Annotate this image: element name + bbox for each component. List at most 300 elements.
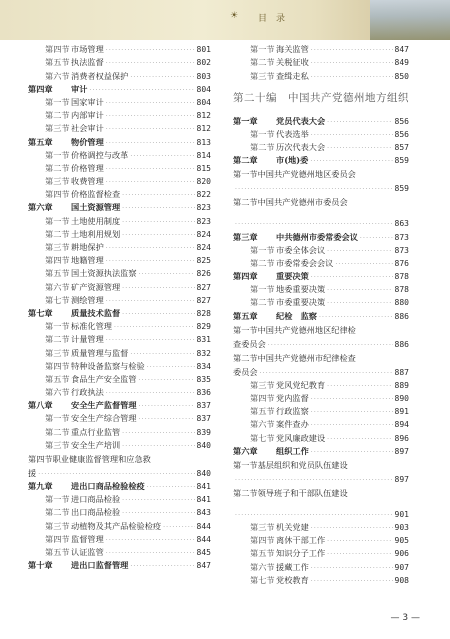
toc-entry-title: 海关监管 [276, 44, 309, 55]
toc-page-number: 845 [196, 547, 211, 557]
toc-entry-number: 第一节 [45, 149, 70, 160]
toc-entry-title: 委员会 [233, 366, 258, 377]
toc-page-number: 802 [196, 58, 211, 68]
toc-chapter-entry[interactable] [233, 114, 409, 127]
toc-entry-title: 市(地)委 [276, 155, 309, 166]
toc-section-entry[interactable] [28, 372, 211, 385]
toc-section-entry[interactable] [233, 42, 409, 55]
toc-leader-dots [147, 363, 195, 372]
toc-entry-title: 历次代表大会 [276, 142, 326, 153]
toc-right-top-list [233, 42, 409, 82]
toc-chapter-entry[interactable] [233, 308, 409, 321]
toc-entry-number: 第一章 [233, 115, 258, 126]
toc-section-entry[interactable] [28, 187, 211, 200]
toc-page-number: 840 [196, 468, 211, 478]
toc-leader-dots [106, 257, 195, 266]
toc-page-number: 889 [394, 380, 409, 390]
toc-page-number: 823 [196, 216, 211, 226]
toc-page-number: 841 [196, 482, 211, 491]
toc-page-number: 878 [394, 285, 409, 295]
toc-section-entry[interactable] [233, 243, 409, 256]
toc-entry-title: 进出口监督管理 [71, 560, 129, 571]
toc-page-number: 901 [394, 509, 409, 519]
toc-section-entry[interactable] [233, 166, 409, 180]
toc-section-entry[interactable] [233, 430, 409, 443]
toc-chapter-entry[interactable] [28, 398, 211, 411]
toc-section-entry[interactable] [28, 424, 211, 437]
toc-section-entry[interactable] [233, 55, 409, 68]
toc-page-number: 832 [196, 348, 211, 358]
toc-page-number: 856 [394, 129, 409, 139]
toc-entry-number: 第七节 [45, 294, 70, 305]
toc-entry-number: 第一节 [45, 413, 70, 424]
toc-section-entry[interactable] [233, 336, 409, 350]
toc-leader-dots [360, 234, 393, 243]
toc-entry-number: 第一节 [45, 321, 70, 332]
toc-leader-dots [106, 46, 195, 55]
toc-entry-title: 质量管理与监督 [71, 347, 129, 358]
toc-page-number: 878 [394, 272, 409, 282]
toc-page-number: 814 [196, 150, 211, 160]
toc-entry-number: 第一节 [250, 128, 275, 139]
toc-entry-number: 第十章 [28, 560, 53, 571]
toc-entry-number: 第三节 [250, 521, 275, 532]
toc-section-entry[interactable] [28, 266, 211, 279]
page-number: — 3 — [390, 613, 420, 623]
toc-entry-title: 价格监督检查 [71, 189, 121, 200]
toc-page-number: 863 [394, 219, 409, 229]
toc-section-entry[interactable] [28, 293, 211, 306]
toc-chapter-entry[interactable] [28, 82, 211, 95]
toc-entry-title: 耕地保护 [71, 242, 104, 252]
toc-entry-title: 市委常委会会议 [276, 257, 334, 268]
toc-page-number: 839 [196, 427, 211, 437]
toc-entry-number: 第四节 [45, 44, 70, 55]
toc-entry-number: 第四章 [233, 271, 258, 282]
toc-entry-title: 基层组织和党员队伍建设 [257, 459, 348, 470]
toc-leader-dots [311, 448, 393, 457]
toc-entry-number: 第四节 [45, 255, 70, 266]
toc-entry-number: 第三章 [233, 231, 258, 242]
toc-leader-dots [311, 564, 393, 573]
toc-entry-title: 价格管理 [71, 162, 104, 173]
toc-page-number: 803 [196, 71, 211, 81]
toc-leader-dots [106, 165, 195, 174]
toc-entry-title: 中国共产党德州地区纪律检 [257, 324, 356, 335]
toc-chapter-entry[interactable] [233, 444, 409, 457]
toc-entry-number: 第五节 [45, 57, 70, 68]
toc-page-number: 886 [394, 339, 409, 349]
toc-entry-title: 纪检 监察 [276, 310, 317, 321]
toc-entry-title: 地籍管理 [71, 255, 104, 266]
toc-entry-title: 内部审计 [71, 110, 104, 121]
toc-section-entry[interactable] [233, 533, 409, 546]
toc-entry-number: 第五节 [45, 546, 70, 557]
toc-section-entry[interactable] [28, 279, 211, 292]
toc-leader-dots [122, 204, 194, 213]
toc-section-entry[interactable] [28, 148, 211, 161]
toc-entry-number: 第二节 [45, 228, 70, 239]
toc-chapter-entry[interactable] [233, 269, 409, 282]
toc-page-number: 812 [196, 111, 211, 121]
toc-entry-title: 党内监督 [276, 393, 309, 403]
toc-page-number: 843 [196, 508, 211, 518]
toc-page-number: 880 [394, 298, 409, 308]
toc-leader-dots [106, 139, 195, 148]
toc-page-number: 841 [196, 495, 211, 505]
toc-leader-dots [130, 350, 194, 359]
toc-leader-dots [310, 157, 392, 166]
toc-leader-dots [327, 286, 392, 295]
toc-leader-dots [327, 435, 392, 444]
toc-section-entry[interactable] [233, 471, 409, 485]
toc-entry-title: 关税征收 [276, 57, 309, 68]
toc-section-entry[interactable] [28, 532, 211, 545]
toc-entry-number: 第三节 [45, 123, 70, 134]
toc-chapter-entry[interactable] [28, 479, 211, 492]
toc-leader-dots [106, 178, 195, 187]
header-landscape-image [370, 0, 450, 40]
toc-entry-number: 第七章 [28, 307, 53, 318]
toc-entry-title: 查缉走私 [276, 70, 309, 81]
toc-leader-dots [268, 341, 393, 350]
toc-page-number: 907 [394, 562, 409, 572]
toc-entry-title: 社会审计 [71, 123, 104, 134]
toc-section-entry[interactable] [28, 505, 211, 518]
part-title: 第二十编 中国共产党德州地方组织 [233, 91, 409, 104]
toc-chapter-entry[interactable] [233, 229, 409, 242]
toc-entry-title: 党校教育 [276, 574, 309, 585]
toc-page-number: 903 [394, 522, 409, 532]
toc-leader-dots [311, 395, 393, 404]
toc-page-number: 827 [196, 295, 211, 305]
toc-section-entry[interactable] [233, 417, 409, 430]
toc-page-number: 825 [196, 256, 211, 266]
toc-section-entry[interactable] [28, 161, 211, 174]
toc-page-number: 873 [394, 232, 409, 242]
toc-entry-number: 第一节 [45, 494, 70, 505]
toc-leader-dots [327, 144, 392, 153]
toc-leader-dots [335, 260, 392, 269]
toc-leader-dots [327, 299, 392, 308]
toc-section-entry[interactable] [28, 438, 211, 451]
toc-entry-number: 第一节 [233, 324, 258, 335]
toc-page-number: 849 [394, 58, 409, 68]
toc-entry-title: 特种设备监察与检验 [71, 360, 145, 371]
toc-section-entry[interactable] [28, 108, 211, 121]
toc-page-number: 859 [394, 156, 409, 166]
toc-section-entry[interactable] [233, 140, 409, 153]
toc-entry-number: 第一节 [233, 169, 258, 180]
toc-leader-dots [130, 562, 194, 571]
toc-entry-title: 审计 [71, 83, 88, 94]
toc-entry-number: 第二节 [45, 426, 70, 437]
toc-leader-dots [106, 297, 195, 306]
toc-entry-title: 代表选举 [276, 128, 309, 139]
toc-entry-title: 动植物及其产品检验检疫 [71, 520, 162, 531]
toc-leader-dots [106, 549, 195, 558]
toc-entry-number: 第四节 [45, 189, 70, 200]
toc-page-number: 812 [196, 124, 211, 134]
toc-entry-title: 中国共产党德州市纪律检查 [257, 352, 356, 363]
toc-section-entry[interactable] [28, 492, 211, 505]
toc-entry-number: 第五章 [233, 310, 258, 321]
toc-chapter-entry[interactable] [28, 558, 211, 571]
toc-entry-number: 第六章 [233, 445, 258, 456]
toc-entry-title: 标准化管理 [71, 321, 112, 332]
toc-section-entry[interactable] [233, 546, 409, 559]
toc-page-number: 856 [394, 116, 409, 126]
toc-leader-dots [327, 550, 392, 559]
toc-page-number: 886 [394, 311, 409, 321]
toc-section-entry[interactable] [28, 68, 211, 81]
toc-leader-dots [311, 408, 393, 417]
toc-entry-number: 第二节 [250, 297, 275, 308]
toc-entry-number: 第三节 [45, 439, 70, 450]
toc-entry-title: 市场管理 [71, 44, 104, 55]
toc-entry-title: 机关党建 [276, 521, 309, 532]
toc-entry-title: 援 [28, 467, 37, 478]
toc-page-number: 857 [394, 143, 409, 153]
toc-section-entry[interactable] [28, 451, 211, 465]
toc-page-number: 804 [196, 84, 211, 94]
toc-entry-number: 第三节 [250, 70, 275, 81]
toc-leader-dots [311, 73, 393, 82]
toc-leader-dots [38, 470, 194, 479]
toc-leader-dots [147, 483, 195, 492]
toc-page-number: 835 [196, 374, 211, 384]
toc-entry-number: 第六节 [250, 419, 275, 430]
toc-section-entry[interactable] [28, 545, 211, 558]
toc-section-entry[interactable] [233, 391, 409, 404]
toc-leader-dots [122, 509, 194, 518]
toc-entry-number: 第一节 [250, 244, 275, 255]
toc-section-entry[interactable] [233, 485, 409, 499]
toc-entry-number: 第四章 [28, 83, 53, 94]
toc-page-number: 847 [394, 45, 409, 55]
toc-page-number: 820 [196, 177, 211, 187]
toc-section-entry[interactable] [28, 465, 211, 479]
toc-page-number: 836 [196, 388, 211, 398]
toc-entry-title: 土地使用制度 [71, 215, 121, 226]
toc-page-number: 834 [196, 361, 211, 371]
toc-section-entry[interactable] [233, 322, 409, 336]
toc-section-entry[interactable] [233, 573, 409, 586]
toc-leader-dots [235, 220, 393, 229]
toc-section-entry[interactable] [28, 359, 211, 372]
toc-section-entry[interactable] [28, 240, 211, 253]
toc-entry-title: 援藏工作 [276, 561, 309, 572]
toc-chapter-entry[interactable] [28, 306, 211, 319]
toc-page-number: 844 [196, 534, 211, 544]
toc-entry-number: 第二节 [250, 142, 275, 153]
toc-page-number: 859 [394, 184, 409, 194]
toc-leader-dots [311, 524, 393, 533]
toc-entry-number: 第五节 [250, 406, 275, 417]
toc-entry-title: 执法监督 [71, 57, 104, 68]
toc-leader-dots [327, 537, 392, 546]
toc-entry-title: 职业健康监督管理和应急救 [52, 453, 151, 464]
toc-page-number: 896 [394, 433, 409, 443]
toc-section-entry[interactable] [233, 350, 409, 364]
toc-section-entry[interactable] [233, 404, 409, 417]
toc-leader-dots [122, 191, 194, 200]
toc-entry-number: 第二节 [45, 110, 70, 121]
toc-entry-title: 进出口商品检验检疫 [71, 481, 145, 491]
toc-entry-number: 第二节 [250, 257, 275, 268]
toc-page-number: 844 [196, 521, 211, 531]
toc-page-number: 828 [196, 308, 211, 318]
toc-section-entry[interactable] [28, 345, 211, 358]
toc-leader-dots [122, 496, 194, 505]
toc-page-number: 823 [196, 203, 211, 213]
toc-page-number: 827 [196, 282, 211, 292]
toc-entry-title: 质量技术监督 [71, 307, 121, 318]
toc-section-entry[interactable] [233, 194, 409, 208]
toc-entry-title: 领导班子和干部队伍建设 [257, 487, 348, 498]
toc-entry-title: 认证监管 [71, 546, 104, 557]
toc-leader-dots [106, 59, 195, 68]
toc-page-number: 801 [196, 45, 211, 55]
toc-section-entry[interactable] [233, 520, 409, 533]
toc-page-number: 908 [394, 575, 409, 585]
toc-page-number: 826 [196, 269, 211, 279]
toc-right-bottom-list [233, 114, 409, 586]
toc-section-entry[interactable] [28, 411, 211, 424]
toc-section-entry[interactable] [233, 378, 409, 391]
toc-page-number: 829 [196, 322, 211, 332]
toc-leader-dots [235, 511, 393, 520]
toc-section-entry[interactable] [28, 42, 211, 55]
toc-leader-dots [311, 46, 393, 55]
toc-entry-number: 第七节 [250, 574, 275, 585]
toc-leader-dots [311, 577, 393, 586]
toc-entry-title: 重点行业监管 [71, 426, 121, 437]
toc-page-number: 847 [196, 561, 211, 571]
toc-section-entry[interactable] [28, 95, 211, 108]
toc-section-entry[interactable] [233, 256, 409, 269]
toc-section-entry[interactable] [233, 127, 409, 140]
toc-section-entry[interactable] [233, 559, 409, 572]
toc-leader-dots [139, 376, 195, 385]
toc-entry-title: 市委重要决策 [276, 297, 326, 308]
toc-section-entry[interactable] [28, 518, 211, 531]
toc-entry-number: 第六节 [45, 387, 70, 398]
toc-section-entry[interactable] [28, 332, 211, 345]
toc-page-number: 824 [196, 243, 211, 252]
toc-entry-title: 组织工作 [276, 445, 309, 456]
toc-entry-title: 价格调控与改革 [71, 149, 129, 160]
toc-right-column [233, 42, 409, 586]
toc-leader-dots [106, 125, 195, 134]
toc-entry-title: 安全生产综合管理 [71, 413, 137, 424]
toc-page-number: 897 [394, 474, 409, 484]
toc-chapter-entry[interactable] [233, 153, 409, 166]
toc-entry-title: 进口商品检验 [71, 494, 121, 505]
toc-chapter-entry[interactable] [28, 134, 211, 147]
toc-section-entry[interactable] [233, 180, 409, 194]
toc-entry-title: 中国共产党德州市委员会 [257, 197, 348, 208]
toc-entry-number: 第五节 [45, 373, 70, 384]
toc-page-number: 897 [394, 446, 409, 456]
toc-entry-number: 第一节 [45, 96, 70, 107]
toc-entry-number: 第三节 [45, 347, 70, 358]
toc-leader-dots [122, 218, 194, 227]
toc-leader-dots [122, 442, 194, 451]
toc-entry-title: 计量管理 [71, 334, 104, 345]
toc-entry-number: 第七节 [250, 432, 275, 443]
toc-entry-title: 行政执法 [71, 387, 104, 398]
toc-entry-title: 中国共产党德州地区委员会 [257, 169, 356, 180]
toc-leader-dots [89, 86, 194, 95]
toc-section-entry[interactable] [28, 174, 211, 187]
toc-section-entry[interactable] [233, 68, 409, 81]
toc-entry-number: 第六节 [45, 281, 70, 292]
toc-section-entry[interactable] [233, 506, 409, 520]
toc-entry-title: 地委重要决策 [276, 284, 326, 295]
toc-section-entry[interactable] [233, 457, 409, 471]
header-section-label: 目 录 [258, 14, 286, 24]
toc-entry-title: 测绘管理 [71, 294, 104, 305]
toc-leader-dots [106, 99, 195, 108]
toc-leader-dots [106, 112, 195, 121]
toc-page-number: 876 [394, 258, 409, 268]
toc-entry-title: 党风廉政建设 [276, 432, 326, 443]
toc-leader-dots [235, 185, 393, 194]
toc-page-number: 804 [196, 97, 211, 107]
toc-entry-number: 第二节 [45, 507, 70, 518]
toc-section-entry[interactable] [28, 253, 211, 266]
toc-section-entry[interactable] [28, 55, 211, 68]
toc-section-entry[interactable] [28, 385, 211, 398]
toc-section-entry[interactable] [233, 295, 409, 308]
toc-leader-dots [260, 369, 393, 378]
toc-page-number: 837 [196, 401, 211, 411]
toc-section-entry[interactable] [28, 213, 211, 226]
toc-entry-number: 第一节 [250, 284, 275, 295]
toc-leader-dots [139, 415, 195, 424]
toc-section-entry[interactable] [28, 227, 211, 240]
toc-chapter-entry[interactable] [28, 200, 211, 213]
toc-page-number: 890 [394, 394, 409, 403]
toc-entry-number: 第二节 [233, 197, 258, 208]
toc-entry-number: 第二节 [233, 352, 258, 363]
toc-entry-number: 第三节 [250, 379, 275, 390]
toc-entry-number: 第四节 [45, 533, 70, 544]
header-ornament: ☀ [230, 11, 239, 21]
toc-entry-number: 第四节 [250, 393, 275, 403]
toc-page-number: 837 [196, 414, 211, 424]
toc-leader-dots [163, 523, 194, 532]
toc-section-entry[interactable] [233, 215, 409, 229]
toc-leader-dots [106, 244, 195, 253]
toc-section-entry[interactable] [233, 364, 409, 378]
toc-page-number: 831 [196, 335, 211, 345]
toc-leader-dots [130, 73, 194, 82]
toc-leader-dots [139, 402, 195, 411]
toc-entry-title: 知识分子工作 [276, 548, 326, 559]
toc-entry-number: 第二节 [233, 487, 258, 498]
toc-section-entry[interactable] [28, 319, 211, 332]
toc-entry-title: 消费者权益保护 [71, 70, 129, 81]
toc-section-entry[interactable] [28, 121, 211, 134]
toc-leader-dots [130, 152, 194, 161]
toc-entry-title: 市委全体会议 [276, 244, 326, 255]
toc-entry-number: 第五章 [28, 136, 53, 147]
toc-section-entry[interactable] [233, 282, 409, 295]
toc-entry-title: 党员代表大会 [276, 115, 326, 126]
toc-entry-title: 党风党纪教育 [276, 379, 326, 390]
